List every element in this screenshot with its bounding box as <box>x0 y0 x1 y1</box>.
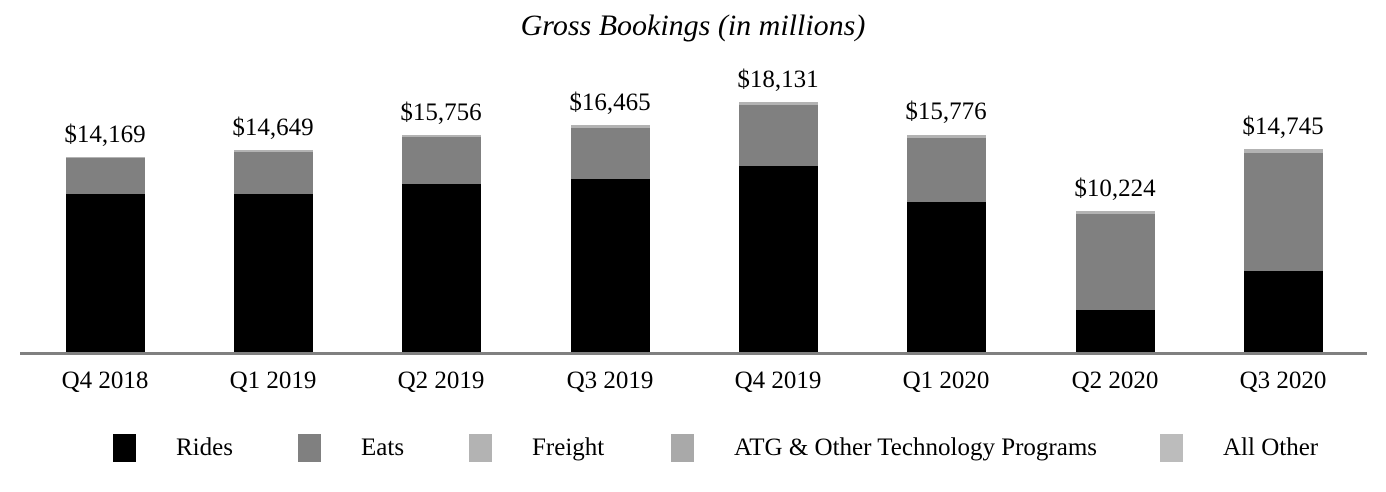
stacked-bar-q4-2019 <box>739 102 818 352</box>
bar-segment-eats <box>1244 153 1323 271</box>
legend-label: Freight <box>532 434 605 461</box>
bar-total-label: $16,465 <box>569 88 651 116</box>
legend-label: All Other <box>1223 434 1319 461</box>
x-axis-line <box>20 352 1367 355</box>
bar-total-label: $10,224 <box>1074 175 1156 203</box>
bar-segment-rides <box>234 194 313 352</box>
bar-segment-rides <box>66 194 145 352</box>
x-axis-label: Q2 2020 <box>1071 367 1159 394</box>
legend-item-rides <box>113 434 233 462</box>
bar-segment-rides <box>1076 310 1155 352</box>
bar-segment-eats <box>234 152 313 194</box>
bar-total-label: $14,649 <box>232 114 314 142</box>
x-axis-label: Q1 2020 <box>902 367 990 394</box>
bar-total-label: $15,776 <box>905 98 987 126</box>
legend-item-freight <box>469 434 604 462</box>
bar-segment-rides <box>571 179 650 352</box>
bar-total-label: $14,745 <box>1242 112 1324 140</box>
stacked-bar-q3-2020 <box>1244 149 1323 352</box>
bar-segment-eats <box>739 105 818 165</box>
bar-segment-rides <box>739 166 818 352</box>
bar-segment-eats <box>66 158 145 193</box>
bar-total-label: $14,169 <box>64 120 146 148</box>
bar-total-label: $18,131 <box>737 66 819 93</box>
legend-item-all-other <box>1160 434 1318 462</box>
legend-item-atg-other-technology-programs <box>671 434 1097 462</box>
x-axis-label: Q4 2018 <box>61 367 149 394</box>
bar-segment-rides <box>907 202 986 352</box>
chart-title: Gross Bookings (in millions) <box>520 9 866 42</box>
bar-segment-eats <box>571 128 650 178</box>
bar-segment-rides <box>402 184 481 352</box>
legend-item-eats <box>298 434 404 462</box>
bar-segment-eats <box>907 138 986 203</box>
x-axis-label: Q2 2019 <box>397 367 485 394</box>
stacked-bar-q2-2020 <box>1076 211 1155 352</box>
stacked-bar-q4-2018 <box>66 157 145 352</box>
legend-swatch-all-other <box>1160 434 1183 462</box>
bar-segment-rides <box>1244 271 1323 352</box>
x-axis-label: Q1 2019 <box>229 367 317 394</box>
stacked-bar-q1-2019 <box>234 150 313 352</box>
legend <box>0 434 1386 464</box>
bar-segment-eats <box>402 137 481 184</box>
bar-total-label: $15,756 <box>400 98 482 126</box>
legend-swatch-eats <box>298 434 321 462</box>
legend-label: Rides <box>176 434 233 461</box>
stacked-bar-q2-2019 <box>402 135 481 352</box>
legend-label: ATG & Other Technology Programs <box>734 434 1098 461</box>
legend-swatch-freight <box>469 434 492 462</box>
stacked-bar-q3-2019 <box>571 125 650 352</box>
x-axis-label: Q3 2019 <box>566 367 654 394</box>
bar-segment-eats <box>1076 214 1155 310</box>
legend-label: Eats <box>361 434 405 461</box>
stacked-bar-q1-2020 <box>907 135 986 352</box>
x-axis-label: Q4 2019 <box>734 367 822 394</box>
x-axis-label: Q3 2020 <box>1239 367 1327 394</box>
legend-swatch-atg-other-technology-programs <box>671 434 694 462</box>
legend-swatch-rides <box>113 434 136 462</box>
